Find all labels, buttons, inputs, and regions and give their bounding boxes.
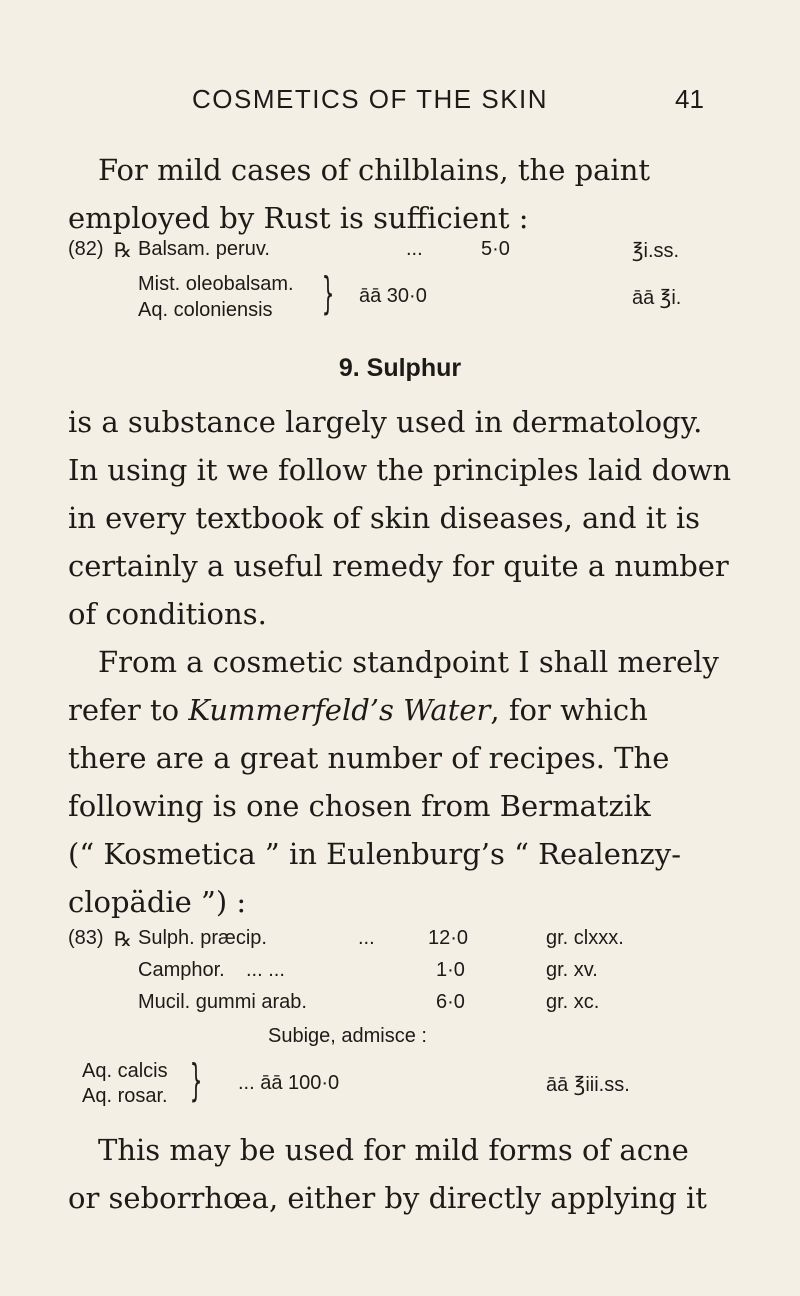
ingredient: Aq. rosar. [82,1085,168,1107]
sulphur-paragraph [68,398,736,638]
italic-title: Kummerfeld’s Water [188,693,491,727]
text-line: refer to [68,693,189,727]
ingredient: Mucil. gummi arab. [138,991,307,1013]
running-head: COSMETICS OF THE SKIN [192,84,549,114]
rx-symbol: ℞ [114,240,132,262]
text-line: (“ Kosmetica ” in Eulenburg’s “ Realenzy- [68,837,681,871]
ingredient: Aq. coloniensis [138,299,273,321]
page-number: 41 [675,84,704,114]
text-line: in every textbook of skin diseases, and it is [68,501,701,535]
text-line: there are a great number of recipes. The [68,741,670,775]
ingredient: Sulph. præcip. [138,927,267,949]
section-heading: 9. Sulphur [338,354,462,382]
text-line: certainly a useful remedy for quite a number [68,549,729,583]
text-line: From a cosmetic standpoint I shall merely [98,645,719,679]
text-line: of conditions. [68,597,267,631]
text-line: clopädie ”) : [68,885,247,919]
group-apothecary: āā ℥iii.ss. [546,1074,630,1096]
closing-paragraph [68,1126,736,1222]
formula-number: (82) [68,238,104,260]
text-line: , for which [490,693,648,727]
apothecary-quantity: ℥i.ss. [632,240,680,262]
metric-quantity: 6·0 [436,991,465,1013]
group-apothecary: āā ℥i. [632,287,682,309]
text-line: In using it we follow the principles laid down [68,453,732,487]
group-metric: āā 30·0 [359,285,427,307]
text-line: employed by Rust is sufficient : [68,201,529,235]
brace: } [189,1055,203,1106]
group-metric: ... āā 100·0 [238,1072,340,1094]
apothecary-quantity: gr. clxxx. [546,927,624,949]
rx-symbol: ℞ [114,929,132,951]
brace: } [321,268,335,319]
metric-quantity: 12·0 [428,927,469,949]
ingredient: Balsam. peruv. [138,238,270,260]
leader-dots: ... [406,238,423,260]
apothecary-quantity: gr. xc. [546,991,600,1013]
formula-number: (83) [68,927,104,949]
metric-quantity: 1·0 [436,959,465,981]
text-line: or seborrhœa, either by directly applying it [68,1181,707,1215]
ingredient: Aq. calcis [82,1060,168,1082]
text-line: This may be used for mild forms of acne [98,1133,689,1167]
formula-instruction: Subige, admisce : [268,1025,427,1047]
page-header [0,84,800,124]
text-line: is a substance largely used in dermatology. [68,405,703,439]
ingredient: Camphor. [138,959,225,981]
text-line: For mild cases of chilblains, the paint [98,153,651,187]
leader-dots: ... [358,927,375,949]
cosmetic-paragraph [68,638,736,926]
leader-dots: ... ... [246,959,285,981]
apothecary-quantity: gr. xv. [546,959,598,981]
metric-quantity: 5·0 [481,238,510,260]
text-line: following is one chosen from Bermatzik [68,789,651,823]
ingredient: Mist. oleobalsam. [138,273,294,295]
intro-paragraph [68,146,736,242]
